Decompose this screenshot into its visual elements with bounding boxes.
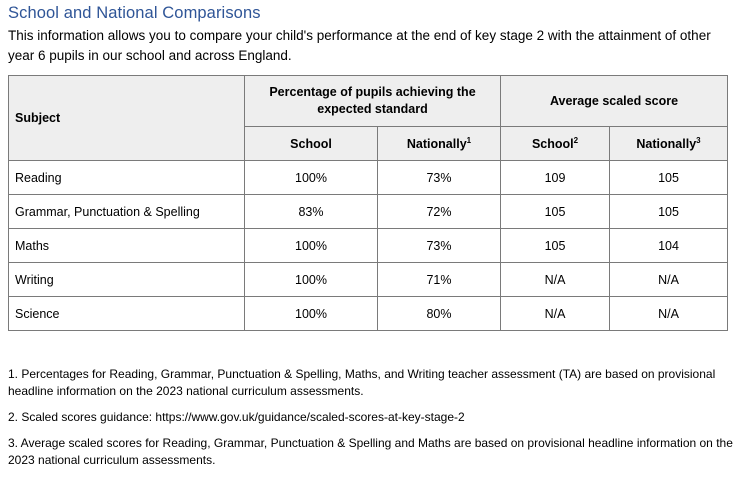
school-score-cell: N/A — [501, 263, 610, 297]
national-score-cell: N/A — [610, 297, 728, 331]
school-score-cell: 105 — [501, 229, 610, 263]
expected-standard-header: Percentage of pupils achieving the expected standard — [245, 76, 501, 127]
national-pct-cell: 80% — [378, 297, 501, 331]
footnote-ref-2: 2 — [573, 135, 579, 145]
comparison-table — [8, 75, 728, 331]
national-score-cell: 105 — [610, 161, 728, 195]
school-score-cell: 109 — [501, 161, 610, 195]
table-row — [9, 229, 728, 263]
footnote-3: 3. Average scaled scores for Reading, Grammar, Punctuation & Spelling and Maths are based on provisional headline information on the 2023 national curriculum assessments. — [8, 436, 733, 467]
table-row — [9, 263, 728, 297]
national-score-cell: 105 — [610, 195, 728, 229]
table-row — [9, 161, 728, 195]
school-pct-cell: 100% — [245, 161, 378, 195]
national-score-cell: N/A — [610, 263, 728, 297]
subject-cell: Grammar, Punctuation & Spelling — [9, 195, 245, 229]
scaled-score-header: Average scaled score — [501, 76, 728, 127]
table-row — [9, 297, 728, 331]
national-pct-cell: 71% — [378, 263, 501, 297]
table-row — [9, 195, 728, 229]
footnote-1: 1. Percentages for Reading, Grammar, Punctuation & Spelling, Maths, and Writing teacher assessment (TA) are based on provisional headline information on the 2023 national curriculum assessments. — [8, 367, 716, 398]
national-pct-cell: 73% — [378, 229, 501, 263]
school-pct-cell: 100% — [245, 263, 378, 297]
subject-cell: Maths — [9, 229, 245, 263]
national-pct-header: Nationally$^1$ — [378, 127, 501, 161]
footnote-ref-1: 1 — [466, 135, 472, 145]
school-pct-cell: 100% — [245, 297, 378, 331]
subject-cell: Science — [9, 297, 245, 331]
intro-text: This information allows you to compare your child's performance at the end of key stage 2 with the attainment of other year 6 pupils in our school and across England. — [8, 28, 711, 63]
national-pct-cell: 73% — [378, 161, 501, 195]
national-score-cell: 104 — [610, 229, 728, 263]
footnotes — [8, 366, 734, 478]
footnote-ref-3: 3 — [696, 135, 701, 145]
subject-header: Subject — [9, 76, 245, 161]
school-score-cell: 105 — [501, 195, 610, 229]
national-score-header: Nationally$^3$ — [610, 127, 728, 161]
school-score-cell: N/A — [501, 297, 610, 331]
school-score-header: School$^2$ — [501, 127, 610, 161]
page-title: School and National Comparisons — [8, 4, 261, 22]
school-pct-cell: 100% — [245, 229, 378, 263]
national-pct-cell: 72% — [378, 195, 501, 229]
subject-cell: Writing — [9, 263, 245, 297]
footnote-2: 2. Scaled scores guidance: https://www.gov.uk/guidance/scaled-scores-at-key-stage-2 — [8, 410, 465, 424]
subject-cell: Reading — [9, 161, 245, 195]
school-pct-cell: 83% — [245, 195, 378, 229]
school-pct-header: School — [245, 127, 378, 161]
